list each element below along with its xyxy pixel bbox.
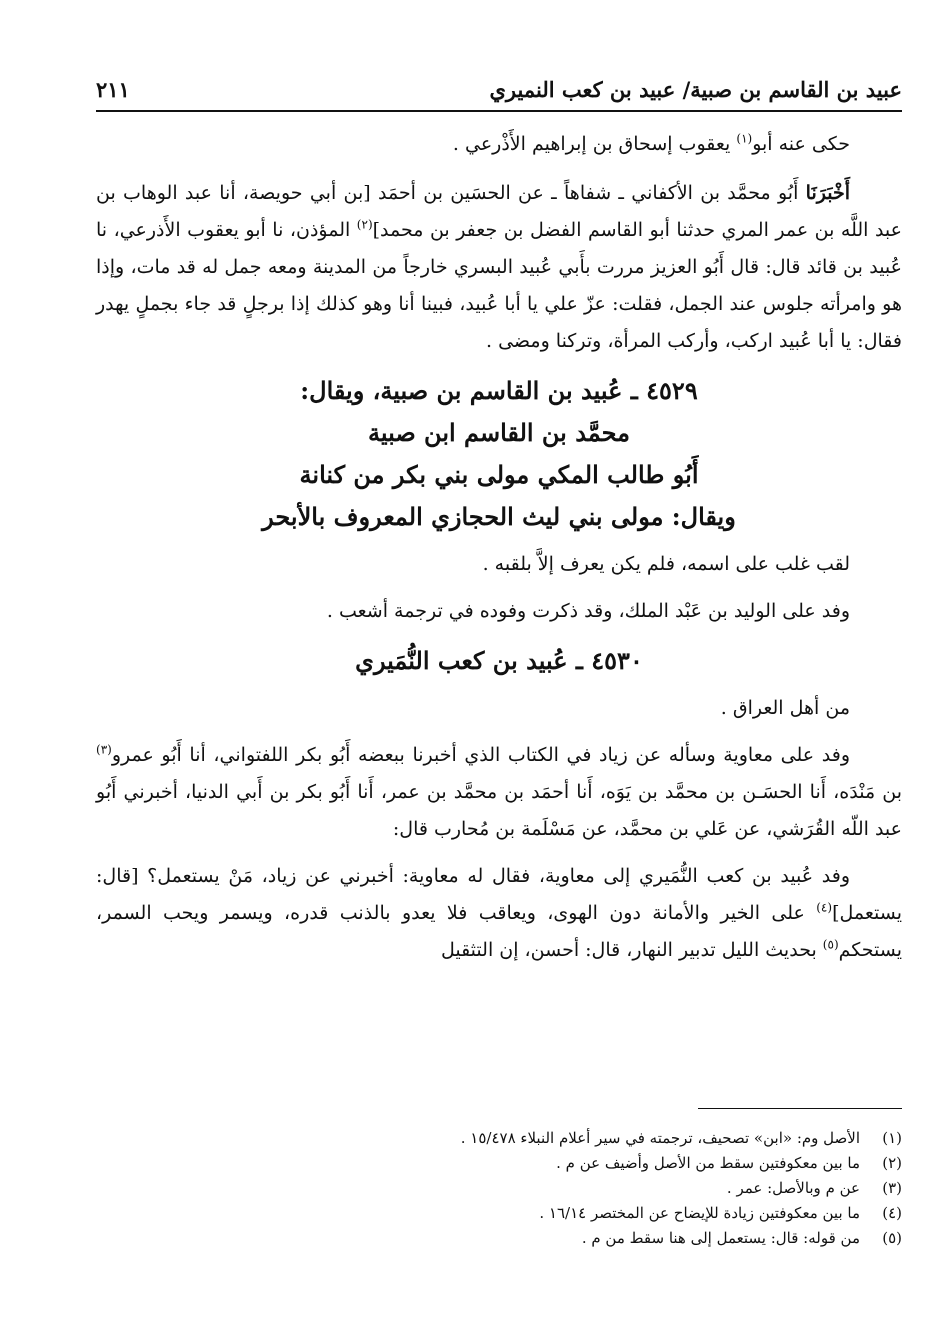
p2-text-a: أَبُو محمَّد بن الأكفاني ـ شفاهاً ـ عن الحسَين بن أحمَد [بن أبي حويصة، أنا عبد الوهاب بن عبد اللَّه بن عمر المري حدثنا أبو القاسم الفضل بن جعفر بن محمد]	[96, 182, 903, 241]
paragraph-2	[96, 175, 902, 360]
footnote-text: عن م وبالأصل: عمر .	[726, 1179, 860, 1197]
footnote-text: من قوله: قال: يستعمل إلى هنا سقط من م .	[581, 1229, 860, 1247]
header-rule	[96, 110, 902, 112]
page-number: ٢١١	[96, 77, 130, 102]
entry-4529-heading	[96, 370, 902, 538]
footnote-3	[180, 1176, 902, 1201]
footnote-rule	[698, 1108, 902, 1109]
entry-4530-heading: ٤٥٣٠ ـ عُبيد بن كعب النُّمَيري	[355, 646, 643, 675]
p7-text-c: بحديث الليل تدبير النهار، قال: أحسن، إن التثقيل	[440, 939, 823, 961]
footnote-number: (٢)	[882, 1154, 902, 1172]
entry-4529-line-4: ويقال: مولى بني ليث الحجازي المعروف بالأبحر	[262, 502, 736, 531]
footnote-text: الأصل وم: «ابن» تصحيف، ترجمته في سير أعلام النبلاء ١٥/٤٧٨ .	[460, 1129, 860, 1147]
note-ref-2: (٢)	[356, 217, 373, 232]
footnote-1	[180, 1126, 902, 1151]
footnote-2	[180, 1151, 902, 1176]
paragraph-1	[96, 126, 902, 163]
footnote-5	[180, 1226, 902, 1251]
paragraph-7	[96, 858, 902, 969]
entry-4529-line-3: أَبُو طالب المكي مولى بني بكر من كنانة	[299, 460, 699, 489]
paragraph-3: لقب غلب على اسمه، فلم يكن يعرف إلاَّ بلقبه .	[482, 553, 850, 575]
footnote-text: ما بين معكوفتين سقط من الأصل وأضيف عن م .	[556, 1154, 860, 1172]
page-header	[96, 62, 902, 108]
footnote-text: ما بين معكوفتين زيادة للإيضاح عن المختصر ١٦/١٤ .	[539, 1204, 860, 1222]
note-ref-1: (١)	[736, 131, 753, 146]
footnotes	[180, 1126, 902, 1251]
p6-text-a: وفد على معاوية وسأله عن زياد في الكتاب الذي أخبرنا ببعضه أَبُو بكر اللفتواني، أنا أَبُو عمرو	[111, 744, 850, 766]
paragraph-5: من أهل العراق .	[720, 697, 850, 719]
footnote-number: (٥)	[882, 1229, 902, 1247]
note-ref-3: (٣)	[96, 742, 112, 757]
paragraph-4: وفد على الوليد بن عَبْد الملك، وقد ذكرت وفوده في ترجمة أشعب .	[326, 600, 850, 622]
note-ref-5: (٥)	[822, 937, 839, 952]
paragraph-6	[96, 737, 902, 848]
running-title: عبيد بن القاسم بن صبية/ عبيد بن كعب النميري	[489, 77, 902, 102]
footnote-number: (١)	[882, 1129, 902, 1147]
footnote-number: (٣)	[882, 1179, 902, 1197]
p7-text-b: على الخير والأمانة دون الهوى، ويعاقب فلا يعدو بالذنب قدره، ويسمر ويحب السمر، يستحكم	[96, 902, 902, 961]
footnote-number: (٤)	[882, 1204, 902, 1222]
p7-text-a: وفد عُبيد بن كعب النُّمَيري إلى معاوية، فقال له معاوية: أخبرني عن زياد، مَنْ يستعمل؟ [قال: يستعمل]	[96, 865, 902, 924]
p6-text-b: بن مَنْدَه، أَنا الحسَـن بن محمَّد بن يَوَه، أَنا أحمَد بن محمَّد بن عمر، أَنا أَبُو بكر بن أَبي الدنيا، أخبرني أَبُو عبد اللّه القُرَشي، عن عَلي بن محمَّد، عن مَسْلَمة بن مُحارب قال:	[96, 781, 902, 840]
p2-text-b: المؤذن، نا أبو يعقوب الأَذرعي، نا عُبيد بن قائد قال: قال أَبُو العزيز مررت بأَبي عُبيد البسري خارجاً من المدينة ومعه جمل له قد مات، وإذا هو وامرأته جلوس عند الجمل، فقلت: عزّ علي يا أبا عُبيد، فبينا أنا وهو كذلك إذا برجلٍ قد جاء بجملٍ يهدر فقال: يا أبا عُبيد اركب، وأركب المرأة، وتركنا ومضى .	[96, 219, 902, 352]
entry-4529-line-1: ٤٥٢٩ ـ عُبيد بن القاسم بن صبية، ويقال:	[300, 376, 698, 405]
p1-text: حكى عنه أبو	[752, 133, 850, 155]
p1-rest: يعقوب إسحاق بن إبراهيم الأَذْرعي .	[452, 133, 737, 155]
footnote-4	[180, 1201, 902, 1226]
main-text	[96, 126, 902, 979]
entry-4529-line-2: محمَّد بن القاسم ابن صبية	[367, 418, 631, 447]
note-ref-4: (٤)	[816, 900, 833, 915]
p2-lead: أَخْبَرَنَا	[805, 182, 850, 204]
